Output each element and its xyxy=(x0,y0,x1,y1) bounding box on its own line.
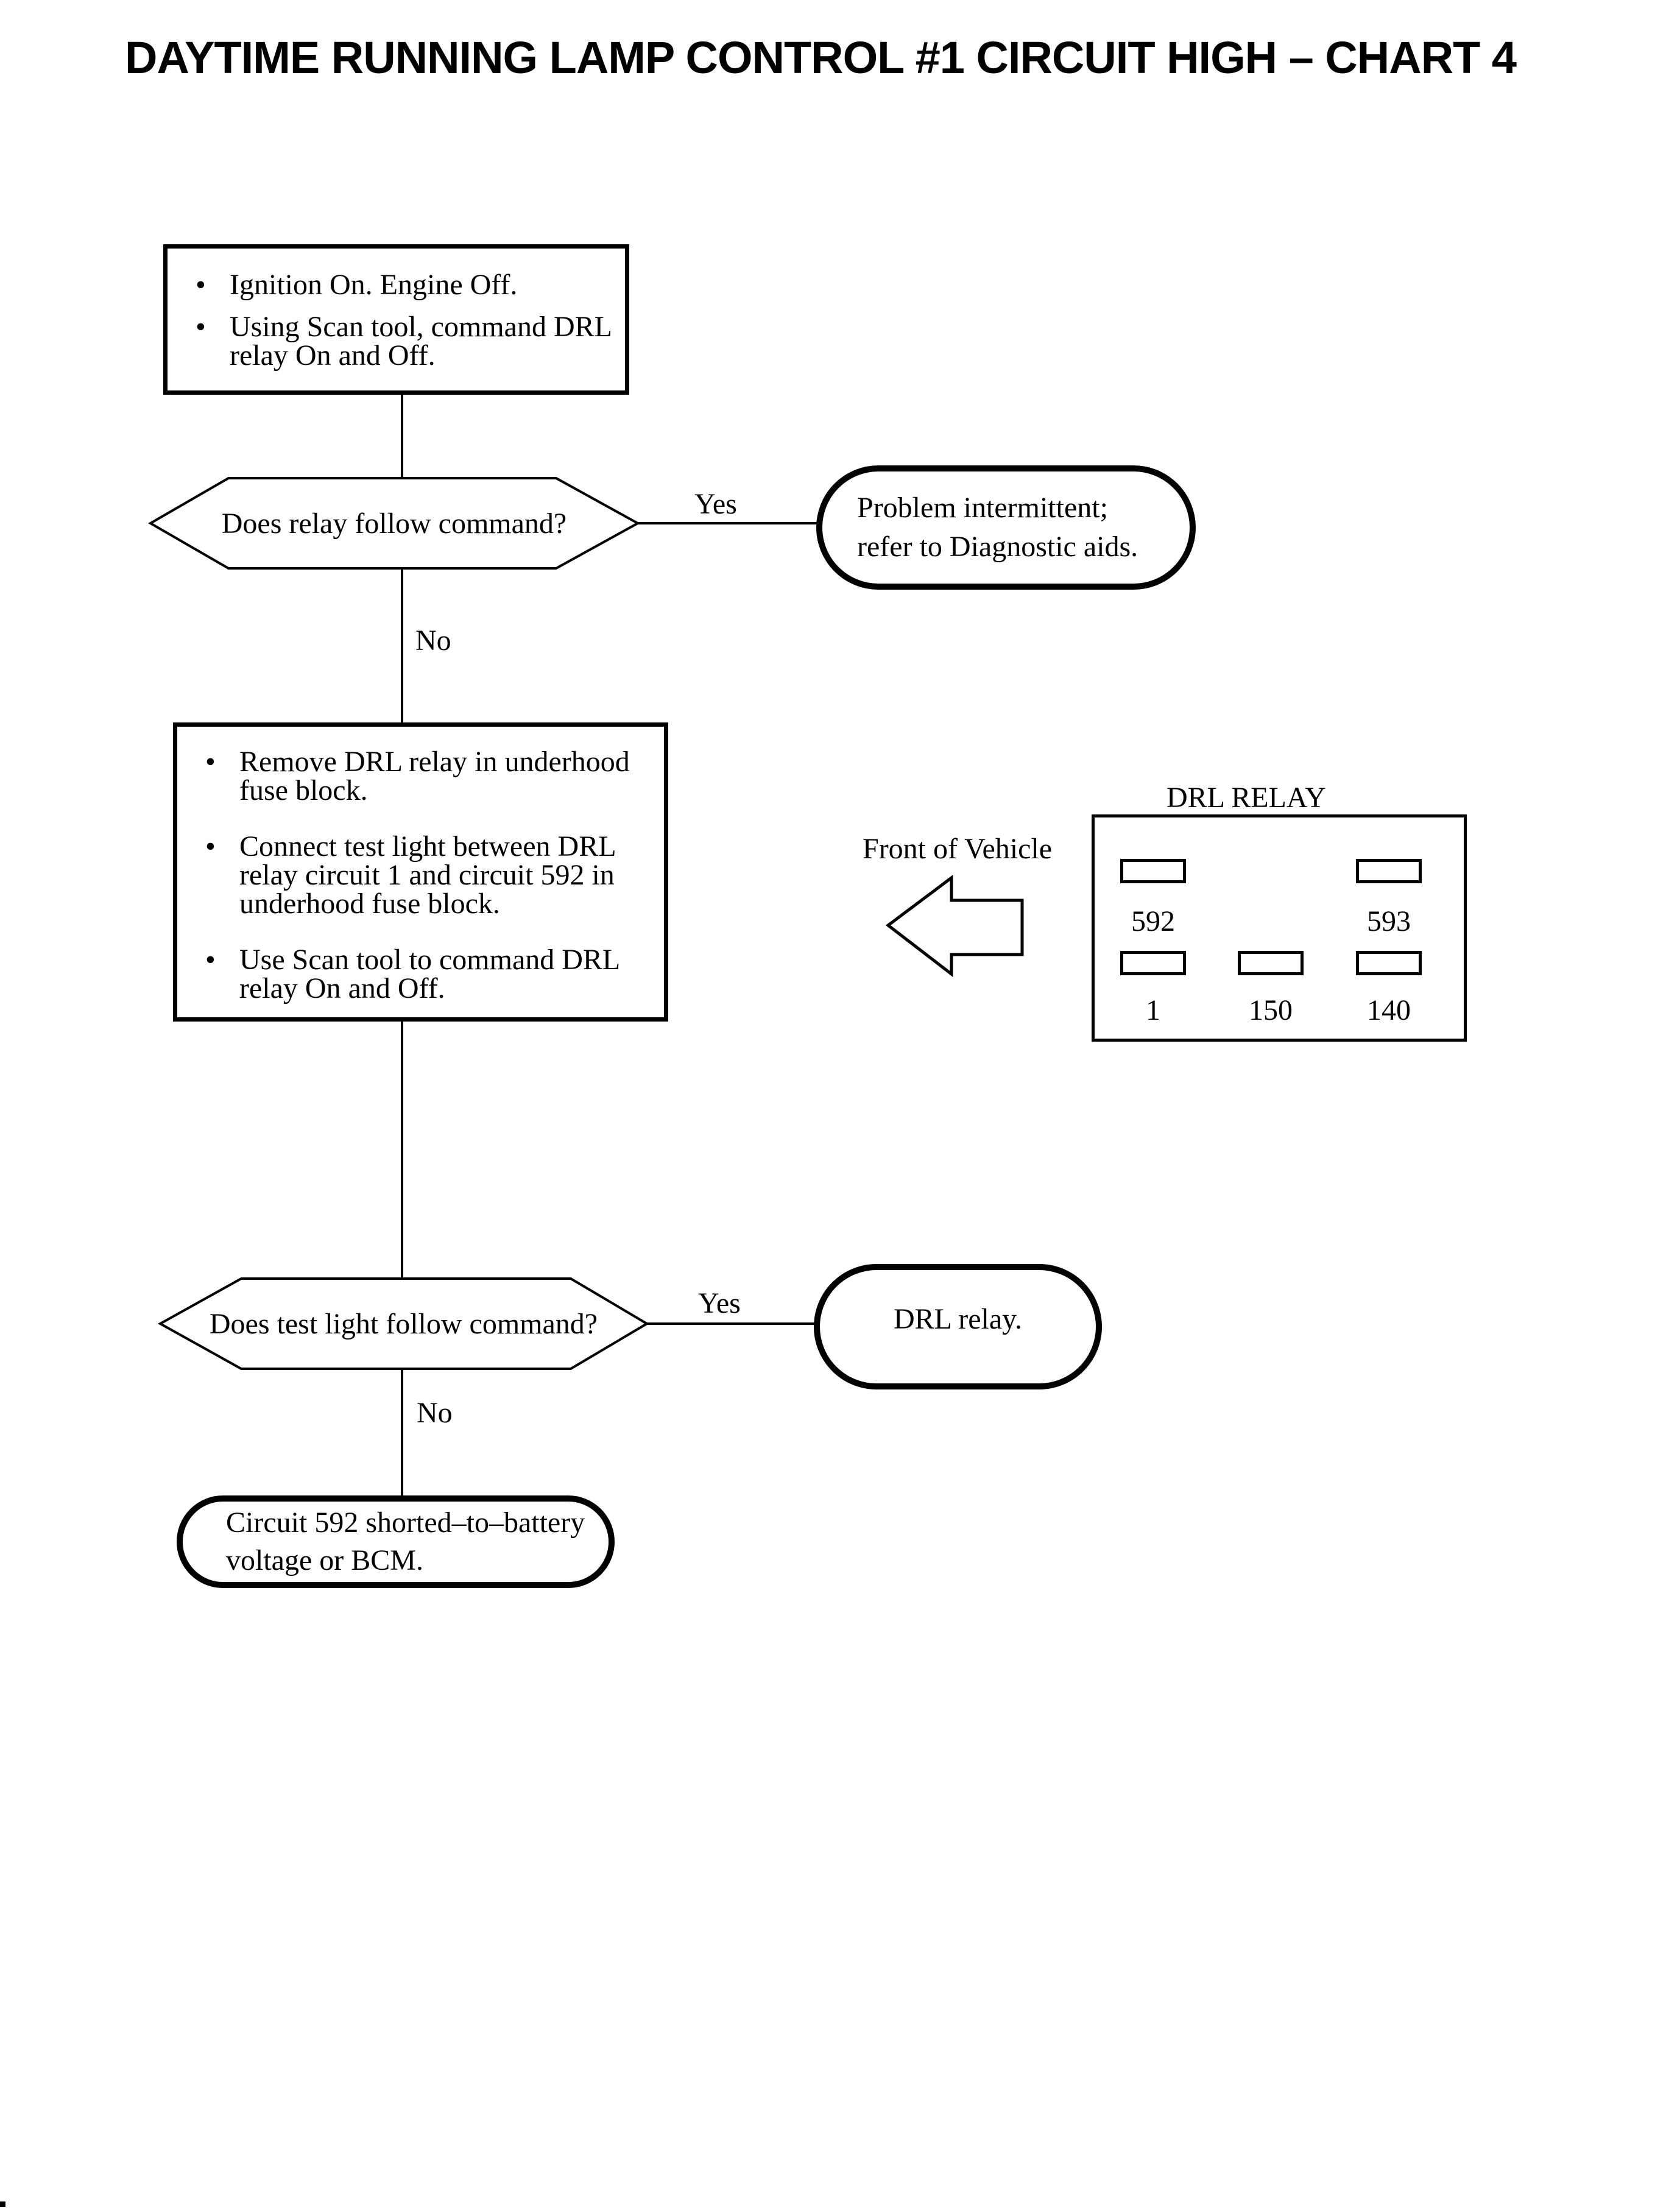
step-2-item-1-text: Remove DRL relay in underhood fuse block. xyxy=(239,746,630,807)
step-2-item-3-text: Use Scan tool to command DRL relay On and Off. xyxy=(239,944,619,1004)
relay-pin-140 xyxy=(1356,951,1422,975)
relay-pin-1 xyxy=(1120,951,1186,975)
relay-pinout-box xyxy=(1092,814,1467,1042)
bullet-icon: • xyxy=(196,269,206,301)
decision-2-no-label: No xyxy=(417,1397,453,1429)
relay-pin-label-1: 1 xyxy=(1146,994,1160,1026)
relay-pin-150 xyxy=(1238,951,1304,975)
step-1-item-2-text: Using Scan tool, command DRL relay On and Off. xyxy=(230,311,612,372)
bullet-icon: • xyxy=(205,944,216,976)
relay-pin-label-593: 593 xyxy=(1367,905,1411,937)
terminal-problem-intermittent-line-1: Problem intermittent; xyxy=(857,492,1108,524)
step-1-item-1-text: Ignition On. Engine Off. xyxy=(230,269,518,301)
relay-diagram-title: DRL RELAY xyxy=(1166,782,1326,814)
decision-2-question: Does test light follow command? xyxy=(209,1307,598,1340)
terminal-circuit-592-shorted xyxy=(177,1495,615,1588)
terminal-circuit-592-line-2: voltage or BCM. xyxy=(226,1544,423,1576)
terminal-drl-relay xyxy=(814,1264,1102,1389)
relay-pin-label-140: 140 xyxy=(1367,994,1411,1026)
relay-pin-label-592: 592 xyxy=(1131,905,1175,937)
decision-1-question: Does relay follow command? xyxy=(221,507,567,540)
decision-1-yes-label: Yes xyxy=(694,488,737,520)
terminal-problem-intermittent-line-2: refer to Diagnostic aids. xyxy=(857,531,1138,563)
relay-pin-592 xyxy=(1120,859,1186,883)
step-1-item-2 xyxy=(196,312,614,370)
step-2-item-3 xyxy=(205,945,653,1003)
page-corner-print-artifact xyxy=(0,2201,5,2207)
step-box-2 xyxy=(173,722,668,1022)
step-2-item-1 xyxy=(205,747,653,805)
front-of-vehicle-arrow-icon xyxy=(888,878,1022,974)
step-2-item-2-text: Connect test light between DRL relay circuit 1 and circuit 592 in underhood fuse block. xyxy=(239,830,615,920)
page-title: DAYTIME RUNNING LAMP CONTROL #1 CIRCUIT HIGH – CHART 4 xyxy=(125,32,1517,83)
decision-1-no-label: No xyxy=(415,624,451,657)
front-of-vehicle-label: Front of Vehicle xyxy=(863,833,1053,865)
bullet-icon: • xyxy=(205,830,216,863)
relay-pin-label-150: 150 xyxy=(1249,994,1293,1026)
step-1-item-1 xyxy=(196,270,614,299)
relay-pin-593 xyxy=(1356,859,1422,883)
decision-2-yes-label: Yes xyxy=(698,1287,741,1319)
terminal-circuit-592-line-1: Circuit 592 shorted–to–battery xyxy=(226,1506,585,1539)
step-box-1 xyxy=(163,244,629,395)
terminal-problem-intermittent xyxy=(816,465,1196,590)
bullet-icon: • xyxy=(205,746,216,778)
terminal-drl-relay-text: DRL relay. xyxy=(893,1302,1023,1335)
bullet-icon: • xyxy=(196,311,206,343)
step-2-item-2 xyxy=(205,832,653,918)
